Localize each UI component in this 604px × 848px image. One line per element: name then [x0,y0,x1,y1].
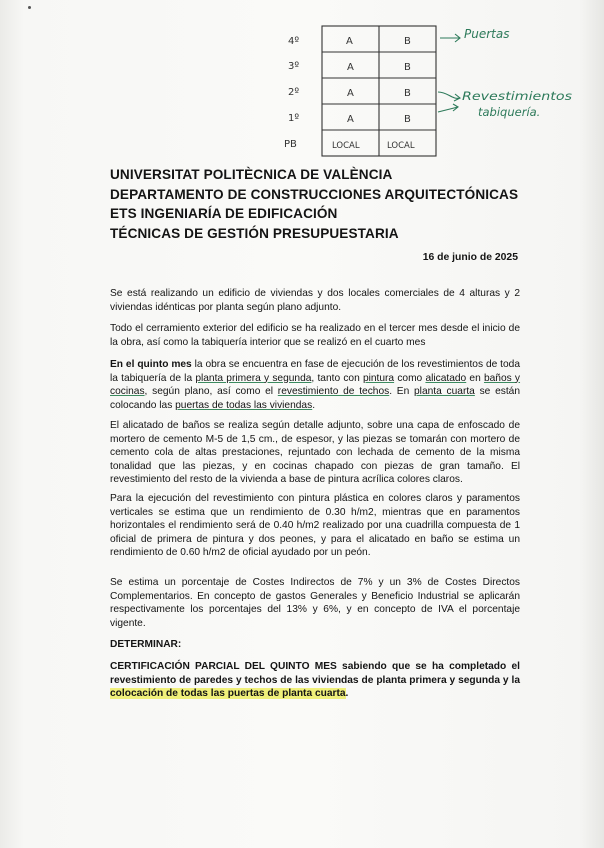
underlined-text: planta primera y segunda [195,372,312,384]
text-run: . [345,688,349,700]
paragraph: Para la ejecución del revestimiento con pintura plástica en colores claros y paramentos verticales se estima que un rendimiento de 0.30 h/m2, mientras que en paramentos horizontales el rendimiento será de 0.40 h/m2 realizado por una cuadrilla compuesta de 1 oficial de primera de pintura y dos peones, y para el alicatado en baño se estima un rendimiento de 0.60 h/m2 de oficial ayudado por un peón. [110,493,520,559]
unit-label: A [346,36,353,47]
unit-label: B [404,62,411,73]
document-header [110,165,530,243]
floor-label: 4º [288,36,300,47]
underlined-text: alicatado [425,372,467,384]
floor-label: 3º [288,61,300,72]
text-run: , según plano, así como el [144,386,278,398]
text-run: como [394,372,426,384]
unit-label: A [347,114,354,125]
unit-label: LOCAL [387,141,415,151]
paper-mark [28,6,31,9]
unit-label: B [404,88,411,99]
floor-label: 1º [288,113,300,124]
text-run: , tanto con [311,372,363,384]
text-run: . En [389,386,415,398]
exam-date: 16 de junio de 2025 [422,252,518,263]
floor-label: 2º [288,87,300,98]
floor-label: PB [284,139,297,150]
finishes-annotation: tabiquería. [478,105,541,119]
text-run: CERTIFICACIÓN PARCIAL DEL QUINTO MES sabiendo que se ha completado el revestimiento de paredes y techos de las viviendas de planta primera y segunda y la [110,661,520,686]
emphasis: En el quinto mes [110,359,192,370]
paragraph: Todo el cerramiento exterior del edificio se ha realizado en el tercer mes desde el inicio de la obra, así como la tabiquería interior que se realizó en el cuarto mes [110,323,520,348]
department-title: DEPARTAMENTO DE CONSTRUCCIONES ARQUITECTÓNICAS [110,186,519,202]
underlined-text: puertas de todas las viviendas [175,399,313,411]
paragraph: El alicatado de baños se realiza según detalle adjunto, sobre una capa de enfoscado de mortero de cemento M-5 de 1,5 cm., de espesor, y las piezas se tomarán con mortero de cemento cola de altas prestaciones, rejuntado con lechada de cemento de la misma tonalidad que las piezas, y en cocinas chapado con piezas de gran tamaño. El revestimiento del resto de la vivienda a base de pintura acrílica colores claros. [110,420,520,486]
unit-label: B [404,36,411,47]
finishes-annotation: Revestimientos [462,89,572,103]
paragraph: Se estima un porcentaje de Costes Indirectos de 7% y un 3% de Costes Directos Complementarios. En concepto de gastos Generales y Beneficio Industrial se aplicarán respectivamente los porcentajes del 13% y 6%, y en concepto de IVA el porcentaje vigente. [110,577,520,629]
text-run: . [312,399,316,411]
underlined-text: planta cuarta [414,386,475,398]
underlined-text: revestimiento de techos [277,386,390,398]
highlighted-text: colocación de todas las puertas de planta cuarta [110,688,346,700]
unit-label: A [347,62,354,73]
building-sketch [270,14,590,164]
text-run: se están colocando las [110,386,521,411]
task-paragraph [110,660,520,701]
underlined-text: pintura [362,372,395,384]
doors-annotation: Puertas [464,27,510,41]
paragraph: Se está realizando un edificio de viviendas y dos locales comerciales de 4 alturas y 2 viviendas idénticas por planta según plano adjunto. [110,288,520,313]
underlined-text: baños y cocinas [110,372,521,398]
school-title: ETS INGENIARÍA DE EDIFICACIÓN [110,206,338,221]
paragraph [110,358,520,412]
university-title: UNIVERSITAT POLITÈCNICA DE VALÈNCIA [110,167,393,182]
section-heading: DETERMINAR: [110,639,182,650]
text-run: en [466,372,484,384]
text-run: la obra se encuentra en fase de ejecución de los revestimientos de toda la tabiquería de la [110,359,520,384]
unit-label: B [404,114,411,125]
course-title: TÉCNICAS DE GESTIÓN PRESUPUESTARIA [110,225,399,241]
unit-label: LOCAL [332,141,360,151]
unit-label: A [347,88,354,99]
